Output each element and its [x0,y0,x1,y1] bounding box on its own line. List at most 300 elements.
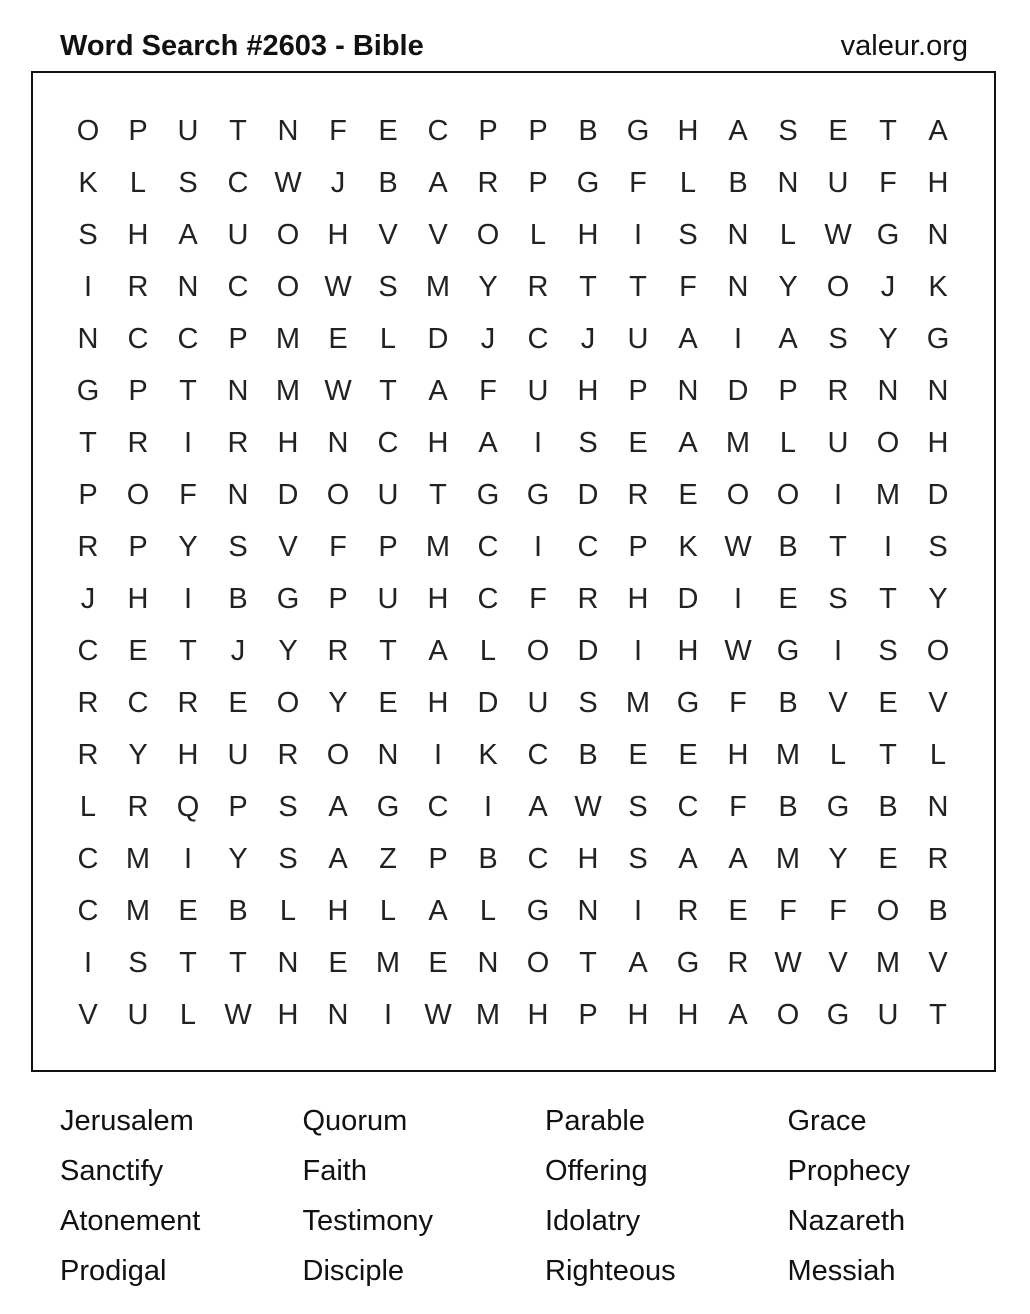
grid-letter: N [277,114,299,147]
grid-letter: C [527,322,549,355]
grid-letter: W [424,998,452,1031]
grid-letter: Y [478,270,498,303]
grid-letter: N [677,374,699,407]
grid-letter: A [478,426,498,459]
word-list-item: Prodigal [60,1255,167,1287]
grid-letter: G [676,686,700,719]
grid-letter: U [177,114,199,147]
grid-letter: O [826,270,850,303]
grid-letter: O [876,894,900,927]
grid-letter: L [79,790,97,823]
grid-letter: A [678,842,698,875]
grid-letter: J [580,322,596,355]
grid-letter: A [928,114,948,147]
grid-letter: A [778,322,798,355]
grid-letter: L [279,894,297,927]
grid-letter: P [778,374,798,407]
grid-letter: R [327,634,349,667]
grid-letter: Y [928,582,948,615]
grid-letter: C [127,686,149,719]
grid-letter: I [533,530,543,563]
grid-letter: A [428,634,448,667]
grid-letter: F [329,114,347,147]
grid-letter: P [128,114,148,147]
grid-letter: P [78,478,98,511]
grid-letter: C [377,426,399,459]
grid-letter: C [227,270,249,303]
grid-letter: L [379,322,397,355]
grid-letter: P [378,530,398,563]
word-list-item: Atonement [60,1205,201,1237]
grid-letter: M [875,946,901,979]
grid-letter: S [278,790,298,823]
word-list-item: Righteous [545,1255,676,1287]
grid-letter: E [428,946,448,979]
grid-letter: H [277,426,299,459]
grid-letter: B [878,790,898,823]
grid-letter: N [177,270,199,303]
grid-letter: B [228,894,248,927]
grid-letter: C [477,582,499,615]
grid-letter: R [127,790,149,823]
grid-letter: C [77,634,99,667]
page-title: Word Search #2603 - Bible [60,30,424,62]
grid-letter: O [326,738,350,771]
grid-letter: R [227,426,249,459]
grid-letter: H [427,426,449,459]
grid-letter: N [377,738,399,771]
grid-letter: W [774,946,802,979]
word-list-item: Sanctify [60,1155,164,1187]
grid-letter: P [478,114,498,147]
grid-letter: I [833,478,843,511]
grid-letter: L [529,218,547,251]
grid-letter: M [625,686,651,719]
grid-letter: N [477,946,499,979]
grid-letter: K [78,166,98,199]
grid-letter: L [929,738,947,771]
grid-letter: T [379,634,397,667]
grid-letter: A [728,842,748,875]
grid-letter: M [775,738,801,771]
grid-letter: F [729,790,747,823]
grid-letter: M [125,842,151,875]
grid-letter: R [77,738,99,771]
grid-letter: R [77,686,99,719]
grid-letter: U [627,322,649,355]
grid-letter: T [879,114,897,147]
grid-letter: H [177,738,199,771]
grid-letter: G [626,114,650,147]
grid-letter: H [577,374,599,407]
grid-letter: Y [228,842,248,875]
grid-letter: M [425,530,451,563]
grid-letter: U [827,426,849,459]
grid-letter: I [733,322,743,355]
grid-letter: B [928,894,948,927]
grid-letter: O [276,686,300,719]
grid-letter: E [678,738,698,771]
grid-letter: N [327,426,349,459]
grid-letter: I [183,426,193,459]
grid-letter: I [533,426,543,459]
grid-letter: A [528,790,548,823]
grid-letter: I [83,270,93,303]
grid-letter: J [880,270,896,303]
grid-letter: Y [128,738,148,771]
grid-letter: P [128,530,148,563]
grid-letter: T [579,270,597,303]
grid-letter: N [927,218,949,251]
grid-letter: D [677,582,699,615]
grid-letter: I [83,946,93,979]
grid-letter: P [428,842,448,875]
grid-letter: W [274,166,302,199]
grid-letter: O [276,218,300,251]
grid-letter: P [628,374,648,407]
grid-letter: T [379,374,397,407]
grid-letter: V [928,946,948,979]
grid-letter: T [879,738,897,771]
grid-letter: C [577,530,599,563]
grid-letter: M [725,426,751,459]
grid-letter: H [627,998,649,1031]
grid-letter: A [728,114,748,147]
grid-letter: B [378,166,398,199]
grid-letter: N [927,790,949,823]
grid-letter: H [677,114,699,147]
grid-letter: R [127,270,149,303]
grid-letter: C [427,114,449,147]
grid-letter: O [126,478,150,511]
grid-letter: L [779,426,797,459]
grid-letter: U [227,218,249,251]
grid-letter: F [479,374,497,407]
grid-letter: V [828,686,848,719]
grid-letter: E [378,114,398,147]
grid-letter: R [577,582,599,615]
grid-letter: V [428,218,448,251]
grid-letter: B [578,738,598,771]
grid-letter: S [378,270,398,303]
grid-letter: W [574,790,602,823]
grid-letter: T [429,478,447,511]
grid-letter: D [727,374,749,407]
grid-letter: O [726,478,750,511]
word-list-item: Testimony [302,1205,434,1237]
grid-letter: W [324,374,352,407]
grid-letter: O [76,114,100,147]
grid-letter: N [777,166,799,199]
grid-letter: D [577,478,599,511]
grid-letter: S [78,218,98,251]
grid-letter: G [676,946,700,979]
grid-letter: E [128,634,148,667]
grid-letter: S [128,946,148,979]
grid-letter: I [633,634,643,667]
grid-letter: P [228,790,248,823]
grid-letter: N [927,374,949,407]
grid-letter: A [728,998,748,1031]
grid-letter: O [526,946,550,979]
grid-letter: P [228,322,248,355]
grid-letter: O [326,478,350,511]
grid-letter: H [527,998,549,1031]
grid-letter: C [527,738,549,771]
grid-letter: O [776,998,800,1031]
grid-letter: Y [828,842,848,875]
grid-letter: U [377,582,399,615]
grid-letter: T [179,634,197,667]
grid-letter: H [427,582,449,615]
grid-letter: N [77,322,99,355]
grid-letter: G [476,478,500,511]
grid-letter: G [776,634,800,667]
word-list-item: Messiah [787,1255,896,1287]
grid-letter: B [478,842,498,875]
grid-letter: C [177,322,199,355]
grid-letter: C [127,322,149,355]
grid-letter: F [729,686,747,719]
grid-letter: R [677,894,699,927]
grid-letter: R [177,686,199,719]
grid-letter: F [829,894,847,927]
grid-letter: T [929,998,947,1031]
grid-letter: O [476,218,500,251]
grid-letter: W [224,998,252,1031]
grid-letter: Y [328,686,348,719]
grid-letter: H [577,218,599,251]
grid-letter: R [827,374,849,407]
grid-letter: G [376,790,400,823]
grid-letter: E [378,686,398,719]
grid-letter: E [328,322,348,355]
grid-letter: W [824,218,852,251]
grid-letter: E [328,946,348,979]
grid-letter: F [329,530,347,563]
grid-letter: G [826,790,850,823]
grid-letter: H [927,166,949,199]
grid-letter: L [379,894,397,927]
grid-letter: N [877,374,899,407]
grid-letter: D [927,478,949,511]
grid-letter: C [227,166,249,199]
grid-letter: G [526,478,550,511]
grid-letter: F [779,894,797,927]
grid-letter: E [628,426,648,459]
grid-letter: C [77,894,99,927]
grid-letter: U [827,166,849,199]
word-list-item: Jerusalem [60,1105,194,1137]
grid-letter: T [829,530,847,563]
grid-letter: S [828,582,848,615]
grid-letter: D [427,322,449,355]
grid-letter: R [627,478,649,511]
grid-letter: H [127,582,149,615]
grid-letter: U [527,374,549,407]
grid-letter: B [778,790,798,823]
grid-letter: J [330,166,346,199]
grid-letter: L [679,166,697,199]
grid-letter: B [728,166,748,199]
grid-letter: F [629,166,647,199]
grid-letter: S [678,218,698,251]
grid-letter: S [928,530,948,563]
grid-letter: E [778,582,798,615]
grid-letter: L [479,894,497,927]
letter-grid [63,105,963,1041]
grid-letter: F [679,270,697,303]
grid-letter: S [578,686,598,719]
grid-letter: T [579,946,597,979]
grid-letter: U [877,998,899,1031]
grid-letter: Z [379,842,397,875]
grid-letter: N [727,218,749,251]
grid-letter: T [179,374,197,407]
grid-letter: F [179,478,197,511]
grid-letter: S [878,634,898,667]
grid-letter: K [928,270,948,303]
grid-letter: R [527,270,549,303]
grid-letter: J [480,322,496,355]
grid-letter: H [627,582,649,615]
grid-letter: V [378,218,398,251]
grid-letter: A [178,218,198,251]
grid-letter: A [428,166,448,199]
grid-letter: E [178,894,198,927]
grid-letter: O [876,426,900,459]
grid-letter: E [228,686,248,719]
grid-letter: H [127,218,149,251]
grid-letter: A [678,322,698,355]
grid-letter: I [483,790,493,823]
grid-letter: N [577,894,599,927]
grid-letter: F [529,582,547,615]
grid-letter: G [826,998,850,1031]
grid-letter: T [229,114,247,147]
grid-letter: V [828,946,848,979]
word-list-item: Disciple [302,1255,405,1287]
grid-letter: M [475,998,501,1031]
grid-letter: K [678,530,698,563]
grid-letter: E [678,478,698,511]
grid-letter: M [275,374,301,407]
grid-letter: C [77,842,99,875]
grid-letter: I [183,842,193,875]
grid-letter: R [727,946,749,979]
grid-letter: S [628,842,648,875]
grid-letter: N [727,270,749,303]
grid-letter: P [528,166,548,199]
grid-letter: R [927,842,949,875]
grid-letter: N [277,946,299,979]
grid-letter: T [229,946,247,979]
grid-letter: Y [178,530,198,563]
grid-letter: E [828,114,848,147]
grid-letter: A [428,894,448,927]
grid-letter: R [277,738,299,771]
grid-letter: P [328,582,348,615]
grid-letter: E [878,842,898,875]
site-name: valeur.org [840,30,968,62]
grid-letter: F [879,166,897,199]
grid-letter: P [128,374,148,407]
grid-letter: G [276,582,300,615]
grid-letter: S [628,790,648,823]
grid-letter: D [477,686,499,719]
word-list-item: Parable [545,1105,645,1137]
grid-letter: T [179,946,197,979]
grid-letter: T [79,426,97,459]
grid-letter: S [578,426,598,459]
grid-letter: H [277,998,299,1031]
grid-letter: N [227,374,249,407]
grid-letter: H [327,894,349,927]
grid-letter: D [277,478,299,511]
grid-letter: Y [778,270,798,303]
grid-letter: S [278,842,298,875]
grid-letter: I [633,894,643,927]
grid-letter: G [526,894,550,927]
grid-letter: I [633,218,643,251]
grid-letter: M [875,478,901,511]
grid-letter: M [375,946,401,979]
word-list-item: Quorum [302,1105,408,1137]
grid-letter: H [727,738,749,771]
grid-letter: O [276,270,300,303]
grid-letter: B [228,582,248,615]
grid-letter: N [327,998,349,1031]
grid-letter: G [876,218,900,251]
grid-letter: T [629,270,647,303]
word-list-item: Grace [787,1105,867,1137]
grid-letter: H [427,686,449,719]
grid-letter: U [527,686,549,719]
grid-letter: B [778,686,798,719]
word-list-item: Faith [302,1155,367,1187]
word-list [60,1096,1030,1296]
word-list-item: Idolatry [545,1205,641,1237]
grid-letter: W [724,530,752,563]
word-list-item: Nazareth [787,1205,906,1237]
grid-letter: H [577,842,599,875]
word-list-item: Offering [545,1155,648,1187]
grid-letter: M [125,894,151,927]
grid-letter: T [879,582,897,615]
grid-letter: B [778,530,798,563]
grid-letter: L [779,218,797,251]
grid-letter: R [127,426,149,459]
grid-letter: O [926,634,950,667]
grid-letter: W [324,270,352,303]
grid-letter: O [776,478,800,511]
grid-letter: I [433,738,443,771]
grid-letter: E [628,738,648,771]
grid-letter: E [878,686,898,719]
grid-letter: B [578,114,598,147]
grid-letter: A [678,426,698,459]
grid-letter: I [833,634,843,667]
grid-letter: J [80,582,96,615]
grid-letter: P [628,530,648,563]
grid-letter: S [828,322,848,355]
grid-letter: E [728,894,748,927]
word-list-item: Prophecy [787,1155,911,1187]
grid-letter: L [829,738,847,771]
grid-letter: N [227,478,249,511]
grid-letter: A [628,946,648,979]
grid-letter: A [328,790,348,823]
